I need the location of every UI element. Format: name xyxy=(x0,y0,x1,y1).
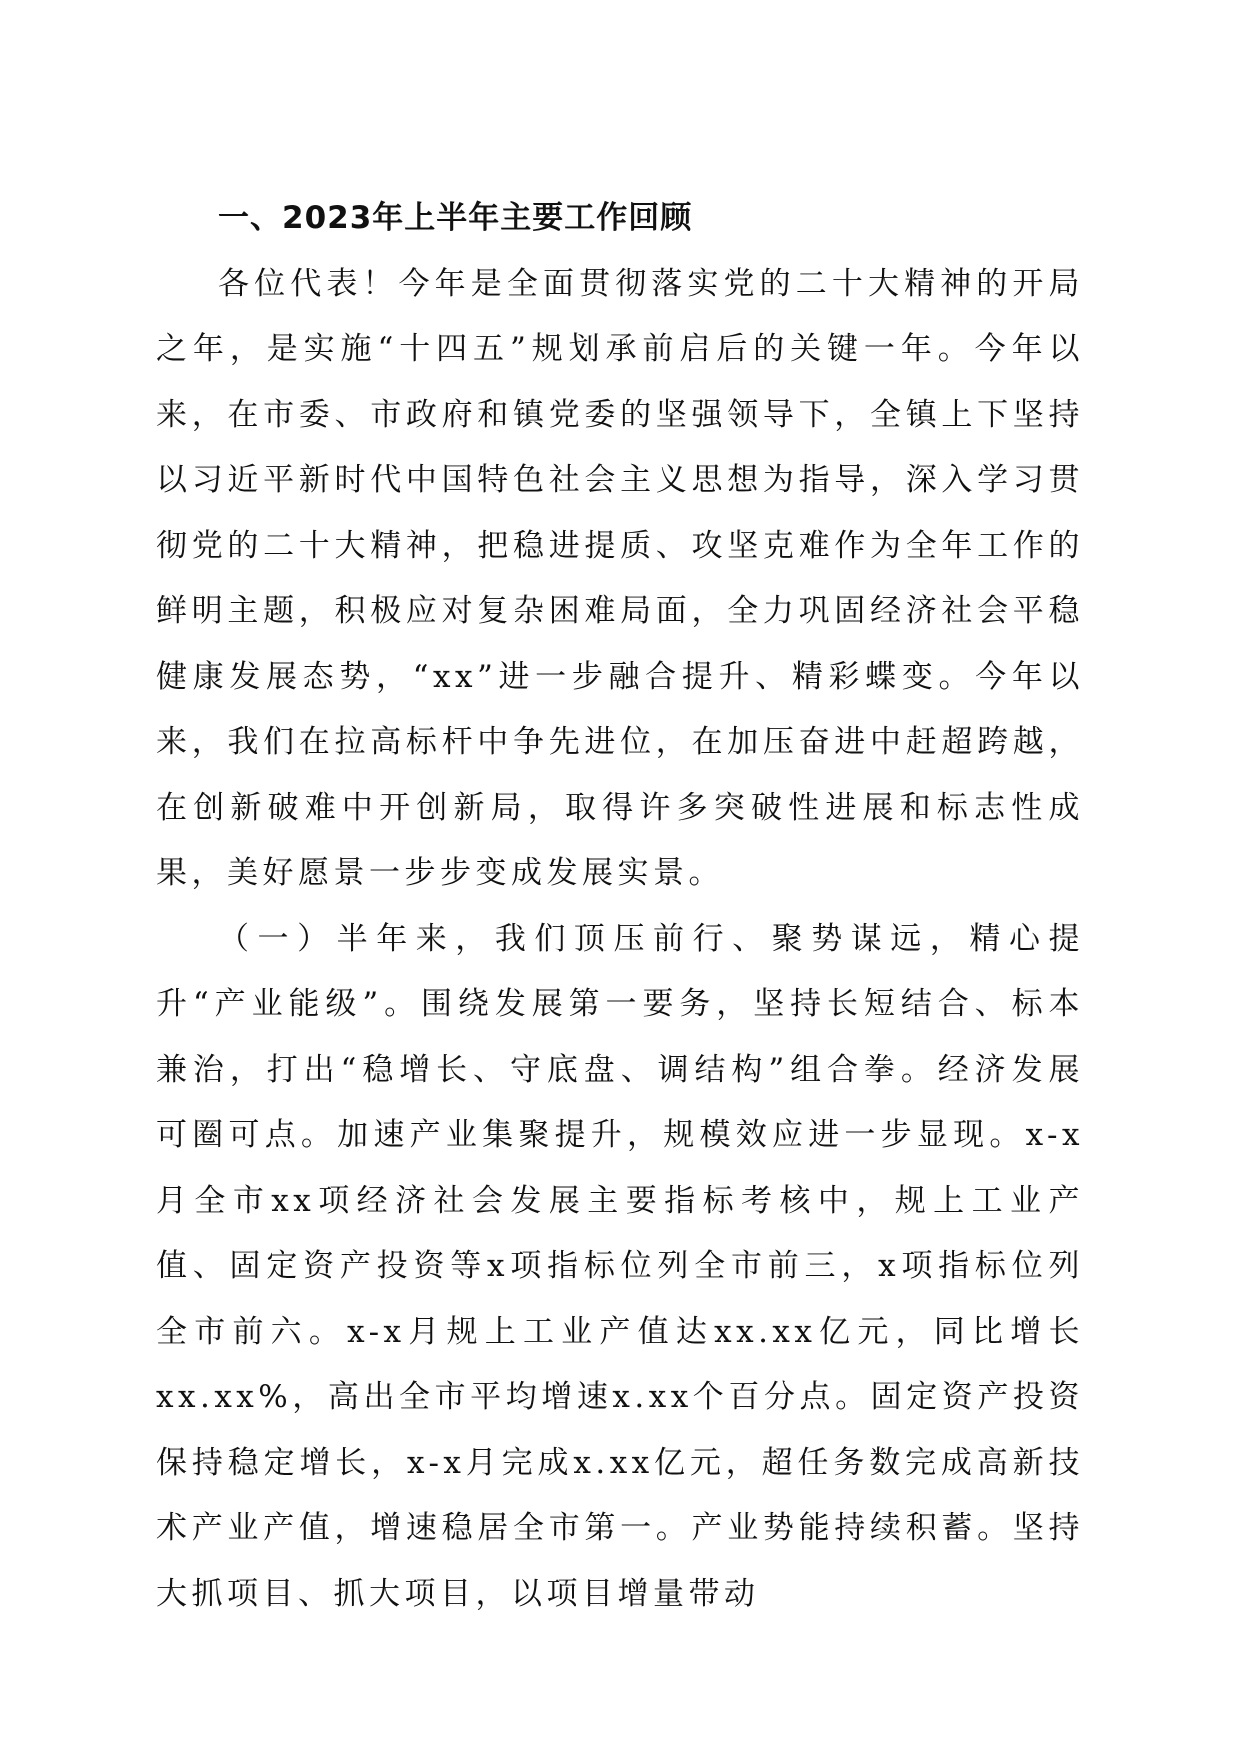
paragraph-intro: 各位代表！今年是全面贯彻落实党的二十大精神的开局之年，是实施“十四五”规划承前启后的关键一年。今年以来，在市委、市政府和镇党委的坚强领导下，全镇上下坚持以习近平新时代中国特色社会主义思想为指导，深入学习贯彻党的二十大精神，把稳进提质、攻坚克难作为全年工作的鲜明主题，积极应对复杂困难局面，全力巩固经济社会平稳健康发展态势，“xx”进一步融合提升、精彩蝶变。今年以来，我们在拉高标杆中争先进位，在加压奋进中赶超跨越，在创新破难中开创新局，取得许多突破性进展和标志性成果，美好愿景一步步变成发展实景。 xyxy=(156,265,1084,891)
document-body xyxy=(156,186,1084,1627)
section-heading: 一、2023年上半年主要工作回顾 xyxy=(218,200,693,236)
paragraph-industry: （一）半年来，我们顶压前行、聚势谋远，精心提升“产业能级”。围绕发展第一要务，坚持长短结合、标本兼治，打出“稳增长、守底盘、调结构”组合拳。经济发展可圈可点。加速产业集聚提升，规模效应进一步显现。x-x月全市xx项经济社会发展主要指标考核中，规上工业产值、固定资产投资等x项指标位列全市前三，x项指标位列全市前六。x-x月规上工业产值达xx.xx亿元，同比增长xx.xx%，高出全市平均增速x.xx个百分点。固定资产投资保持稳定增长，x-x月完成x.xx亿元，超任务数完成高新技术产业产值，增速稳居全市第一。产业势能持续积蓄。坚持大抓项目、抓大项目，以项目增量带动 xyxy=(156,920,1084,1612)
